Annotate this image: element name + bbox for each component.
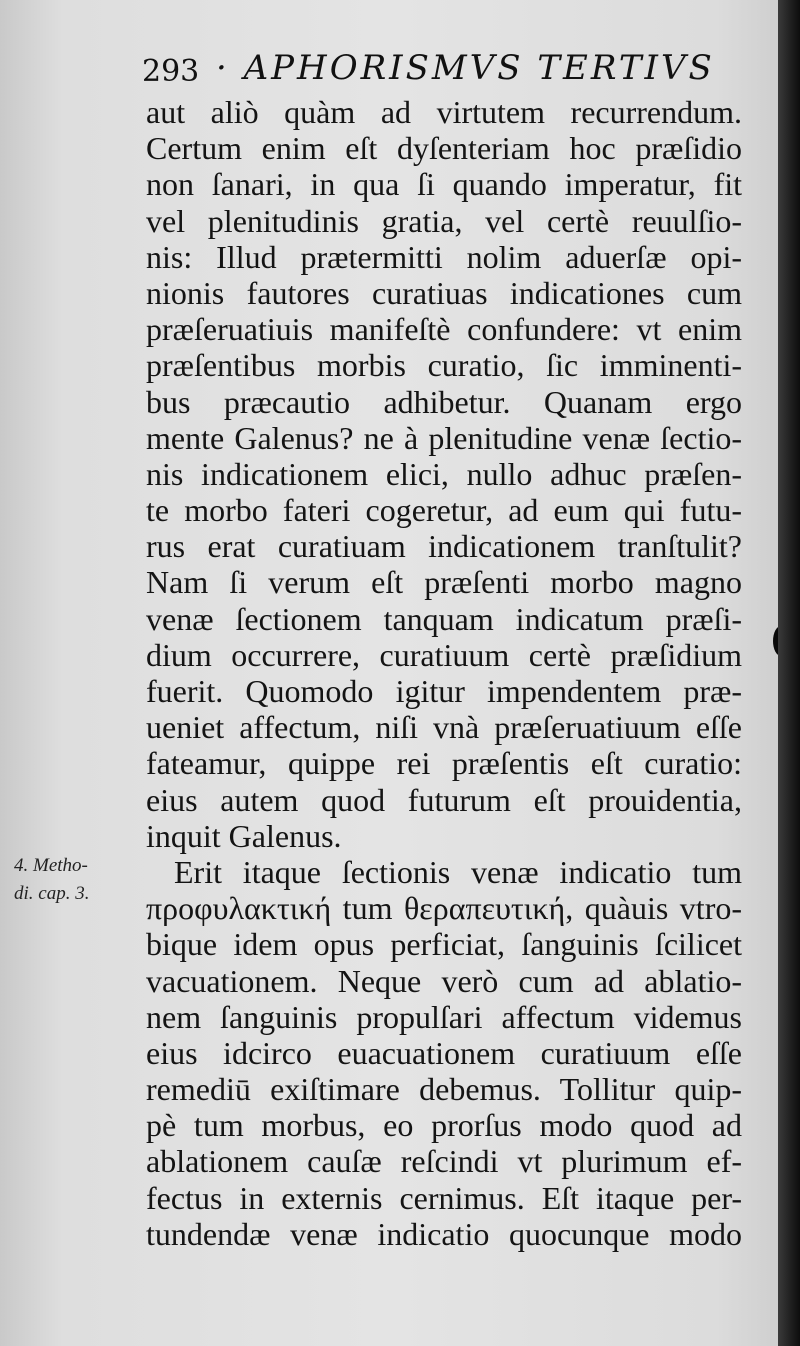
text-line: te morbo fateri cogeretur, ad eum qui futu-: [146, 492, 742, 529]
text-line: bus præcautio adhibetur. Quanam ergo: [146, 383, 742, 420]
text-line: mente Galenus? ne à plenitudine venæ ſectio-: [146, 419, 742, 456]
text-line: dium occurrere, curatiuum certè præſidium: [146, 636, 742, 673]
text-line: inquit Galenus.: [146, 817, 342, 854]
text-line: pè tum morbus, eo prorſus modo quod ad: [146, 1107, 742, 1144]
body-text: [146, 94, 742, 1252]
text-line: præſentibus morbis curatio, ſic imminenti-: [146, 347, 742, 384]
text-line: nem ſanguinis propulſari affectum videmus: [146, 998, 742, 1035]
margin-note: [14, 852, 144, 908]
running-title: · APHORISMVS TERTIVS: [216, 48, 715, 88]
page-header: [142, 48, 715, 92]
text-line: Certum enim eſt dyſenteriam hoc præſidio: [146, 130, 742, 167]
text-line: nionis fautores curatiuas indicationes cum: [146, 274, 742, 311]
text-line: nis: Illud prætermitti nolim aduerſæ opi-: [146, 238, 742, 275]
text-line: ueniet affectum, niſi vnà præſeruatiuum eſſe: [146, 709, 742, 746]
text-line: non ſanari, in qua ſi quando imperatur, fit: [146, 166, 742, 203]
text-line: aut aliò quàm ad virtutem recurrendum.: [146, 94, 742, 130]
text-line: venæ ſectionem tanquam indicatum præſi-: [146, 600, 742, 637]
text-line: bique idem opus perficiat, ſanguinis ſcilicet: [146, 926, 742, 963]
text-line: tundendæ venæ indicatio quocunque modo: [146, 1215, 742, 1252]
text-line: ablationem cauſæ reſcindi vt plurimum ef-: [146, 1143, 742, 1180]
page-edge-shadow: [778, 0, 800, 1346]
text-line: remediū exiſtimare debemus. Tollitur quip-: [146, 1071, 742, 1108]
text-line: fateamur, quippe rei præſentis eſt curatio:: [146, 745, 742, 782]
text-line: vacuationem. Neque verò cum ad ablatio-: [146, 962, 742, 999]
text-line: vel plenitudinis gratia, vel certè reuulſio-: [146, 202, 742, 239]
text-line: rus erat curatiuam indicationem tranſtulit?: [146, 528, 742, 565]
text-line: nis indicationem elici, nullo adhuc præſen-: [146, 455, 742, 492]
text-line: προφυλακτική tum θεραπευτική, quàuis vtro-: [146, 890, 742, 927]
text-line: eius idcirco euacuationem curatiuum eſſe: [146, 1034, 742, 1071]
text-line: fectus in externis cernimus. Eſt itaque per-: [146, 1179, 742, 1216]
text-line: Nam ſi verum eſt præſenti morbo magno: [146, 564, 742, 601]
margin-note-line: di. cap. 3.: [14, 883, 90, 904]
text-line: eius autem quod futurum eſt prouidentia,: [146, 781, 742, 818]
text-line: præſeruatiuis manifeſtè confundere: vt enim: [146, 311, 742, 348]
page-number: 293: [142, 54, 200, 89]
text-line: fuerit. Quomodo igitur impendentem præ-: [146, 673, 742, 709]
text-line: Erit itaque ſectionis venæ indicatio tum: [174, 853, 742, 890]
margin-note-line: 4. Metho-: [14, 855, 88, 876]
